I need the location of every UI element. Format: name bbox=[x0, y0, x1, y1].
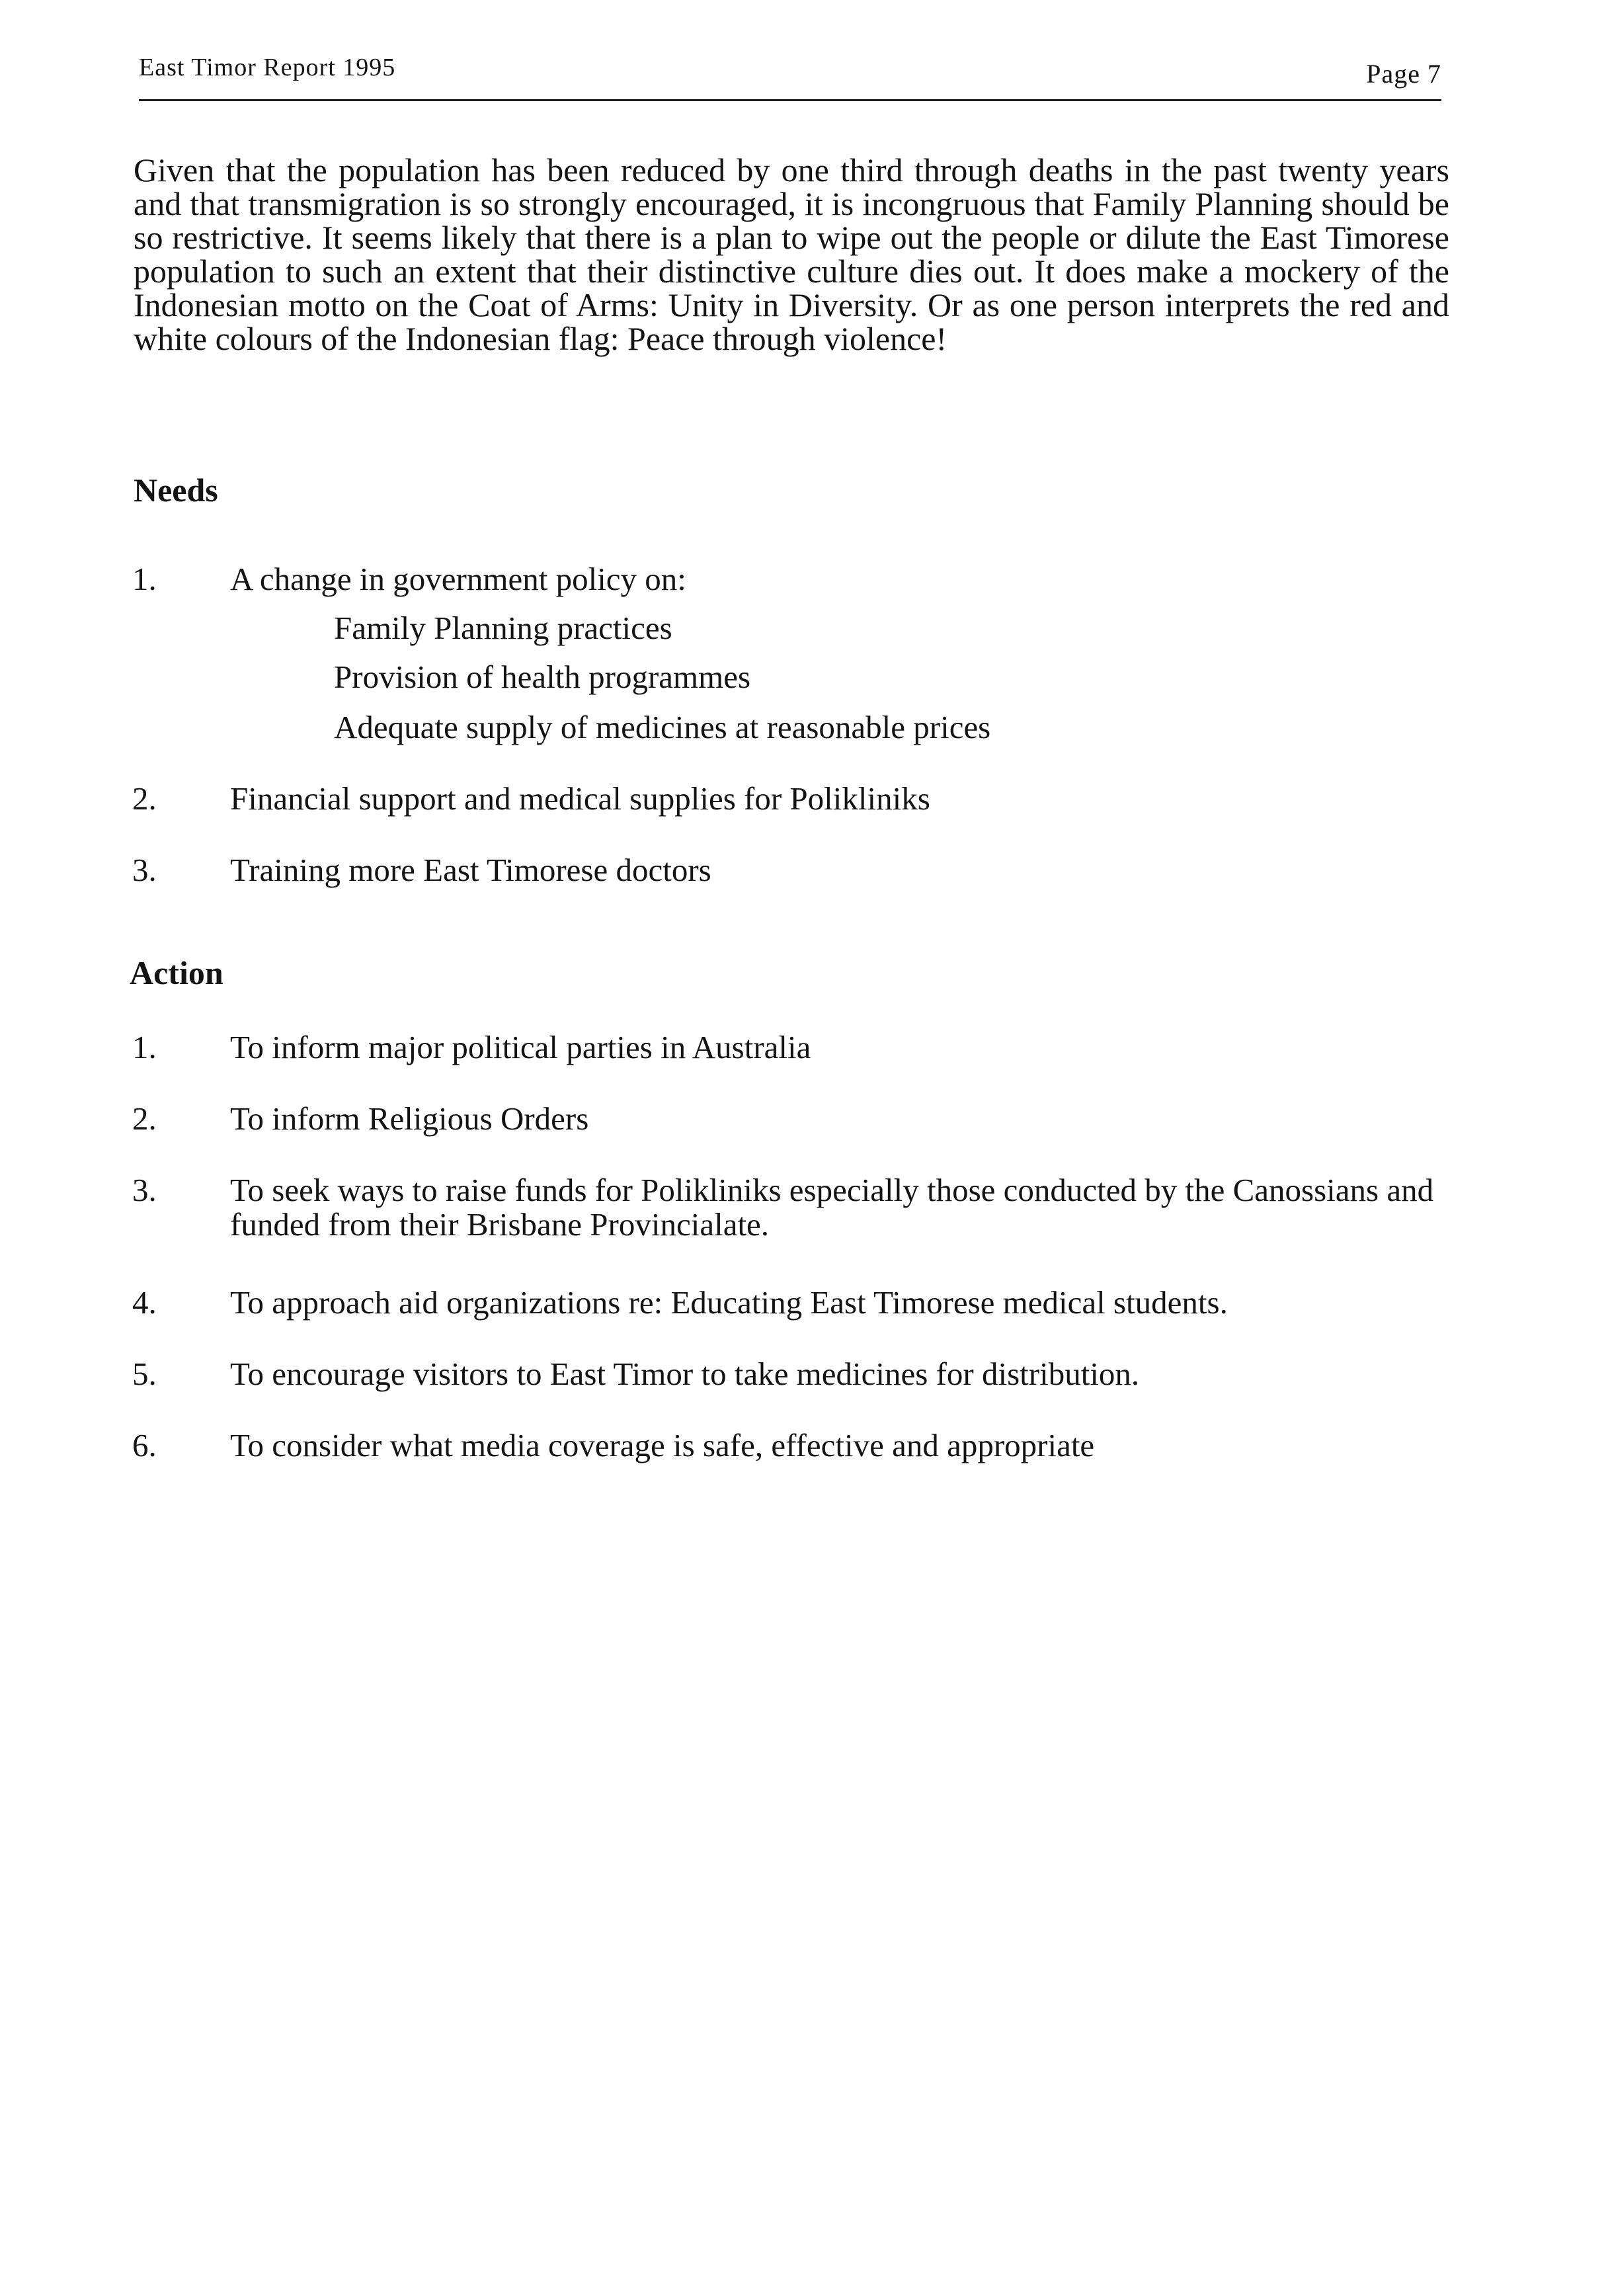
needs-sub-item-medicines: Adequate supply of medicines at reasonable prices bbox=[334, 709, 991, 745]
action-heading: Action bbox=[130, 954, 223, 991]
list-number: 5. bbox=[132, 1356, 157, 1392]
list-number: 2. bbox=[132, 780, 157, 817]
list-text: To consider what media coverage is safe, effective and appropriate bbox=[230, 1427, 1095, 1463]
list-number: 3. bbox=[132, 852, 157, 888]
list-number: 6. bbox=[132, 1427, 157, 1463]
needs-heading: Needs bbox=[134, 472, 218, 509]
list-text: Financial support and medical supplies for Polikliniks bbox=[230, 780, 930, 817]
list-text: To approach aid organizations re: Educating East Timorese medical students. bbox=[230, 1284, 1228, 1321]
header-rule bbox=[139, 99, 1441, 101]
intro-paragraph: Given that the population has been reduced by one third through deaths in the past twenty years and that transmigration is so strongly encouraged, it is incongruous that Family Planning should be so restrictive. It seems likely that there is a plan to wipe out the people or dilute the East Timorese population to such an extent that their distinctive culture dies out. It does make a mockery of the Indonesian motto on the Coat of Arms: Unity in Diversity. Or as one person interprets the red and white colours of the Indonesian flag: Peace through violence! bbox=[134, 151, 1449, 357]
list-text: To seek ways to raise funds for Polikliniks especially those conducted by the Canossians and funded from their Brisbane Provincialate. bbox=[230, 1172, 1434, 1243]
list-number: 2. bbox=[132, 1100, 157, 1137]
list-text: To inform major political parties in Australia bbox=[230, 1029, 811, 1065]
page-header bbox=[139, 50, 1441, 103]
list-number: 4. bbox=[132, 1284, 157, 1321]
list-text: A change in government policy on: bbox=[230, 561, 686, 597]
list-number: 1. bbox=[132, 561, 157, 597]
document-title: East Timor Report 1995 bbox=[139, 54, 396, 81]
list-text: To inform Religious Orders bbox=[230, 1100, 589, 1137]
list-number: 3. bbox=[132, 1172, 157, 1208]
list-text: Training more East Timorese doctors bbox=[230, 852, 711, 888]
list-text: To encourage visitors to East Timor to take medicines for distribution. bbox=[230, 1356, 1140, 1392]
needs-sub-item-health-programmes: Provision of health programmes bbox=[334, 659, 751, 695]
list-number: 1. bbox=[132, 1029, 157, 1065]
needs-sub-item-family-planning: Family Planning practices bbox=[334, 610, 672, 646]
page-number: Page 7 bbox=[1366, 59, 1441, 89]
